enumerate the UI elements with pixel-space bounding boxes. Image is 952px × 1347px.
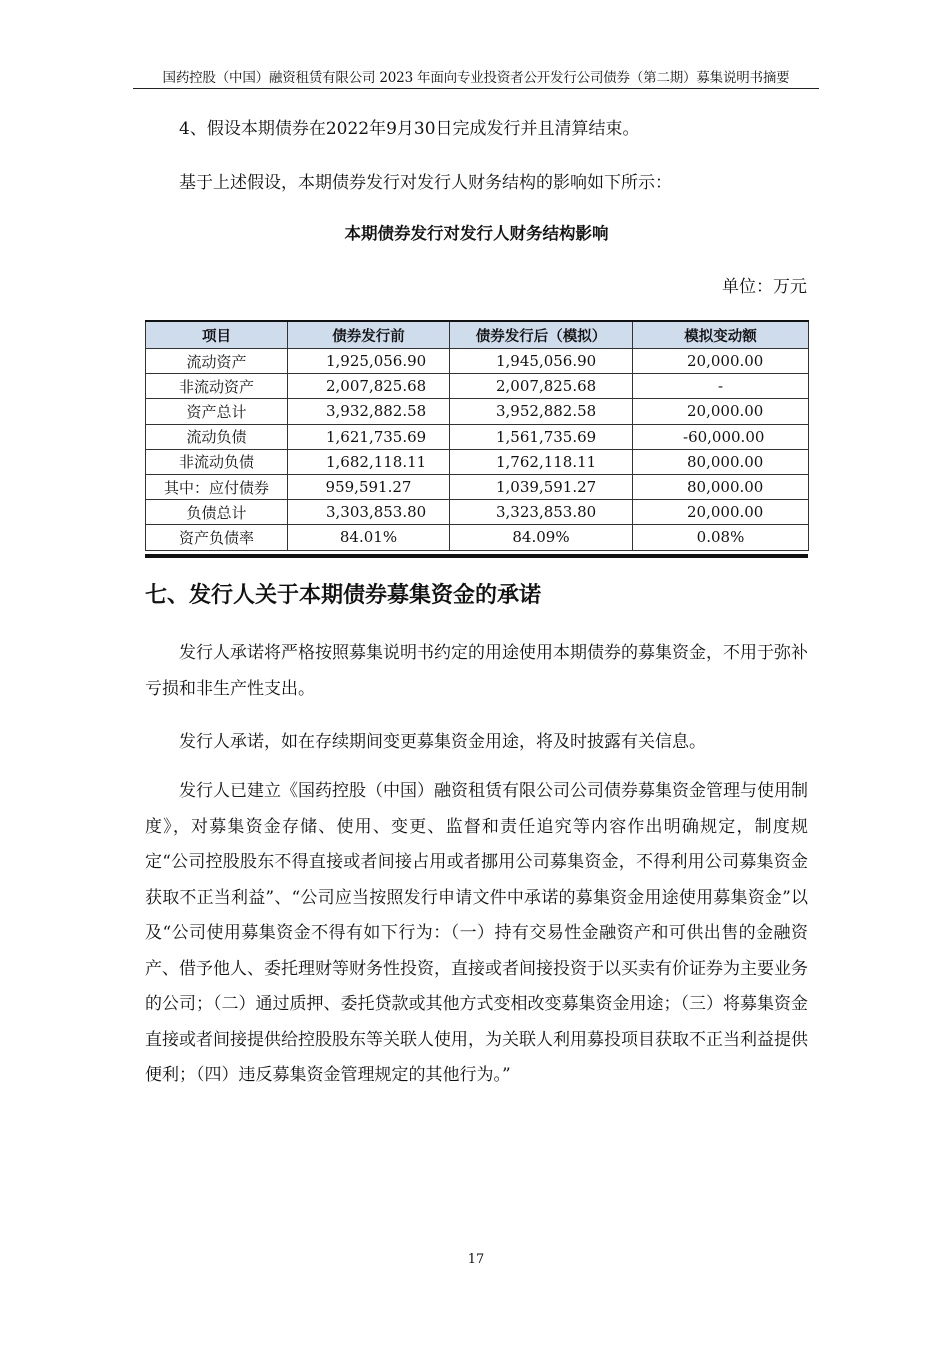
- row-after: 3,952,882.58: [450, 399, 633, 424]
- row-change: 20,000.00: [633, 399, 809, 424]
- row-before: 1,925,056.90: [288, 349, 450, 374]
- row-item: 资产总计: [146, 399, 288, 424]
- table-row: [146, 374, 809, 399]
- table-row: [146, 399, 809, 424]
- row-before: 2,007,825.68: [288, 374, 450, 399]
- row-after: 3,323,853.80: [450, 500, 633, 525]
- financial-structure-table: [145, 320, 809, 551]
- row-after: 1,945,056.90: [450, 349, 633, 374]
- row-before: 1,621,735.69: [288, 424, 450, 449]
- commitment-paragraph-3: 发行人已建立《国药控股（中国）融资租赁有限公司公司债券募集资金管理与使用制度》，对募集资金存储、使用、变更、监督和责任追究等内容作出明确规定，制度规定“公司控股股东不得直接或者间接占用或者挪用公司募集资金，不得利用公司募集资金获取不正当利益”、“公司应当按照发行申请文件中承诺的募集资金用途使用募集资金”以及“公司使用募集资金不得有如下行为：（一）持有交易性金融资产和可供出售的金融资产、借予他人、委托理财等财务性投资，直接或者间接投资于以买卖有价证券为主要业务的公司；（二）通过质押、委托贷款或其他方式变相改变募集资金用途；（三）将募集资金直接或者间接提供给控股股东等关联人使用，为关联人利用募投项目获取不正当利益提供便利；（四）违反募集资金管理规定的其他行为。”: [145, 781, 808, 1085]
- row-item: 负债总计: [146, 500, 288, 525]
- row-change: -: [633, 374, 809, 399]
- row-after: 1,039,591.27: [450, 474, 633, 499]
- row-item: 流动负债: [146, 424, 288, 449]
- table-unit: 单位：万元: [722, 277, 807, 297]
- table-row: [146, 349, 809, 374]
- row-change: 80,000.00: [633, 449, 809, 474]
- row-item: 非流动资产: [146, 374, 288, 399]
- row-item: 其中：应付债券: [146, 474, 288, 499]
- row-item: 非流动负债: [146, 449, 288, 474]
- row-after: 2,007,825.68: [450, 374, 633, 399]
- row-change: 20,000.00: [633, 500, 809, 525]
- row-change: 20,000.00: [633, 349, 809, 374]
- header-change: 模拟变动额: [633, 321, 809, 349]
- assumption-4: 4、假设本期债券在2022年9月30日完成发行并且清算结束。: [179, 119, 640, 139]
- table-row: [146, 449, 809, 474]
- page-number: 17: [467, 1252, 485, 1267]
- header-item: 项目: [146, 321, 288, 349]
- row-item: 资产负债率: [146, 525, 288, 550]
- header-before: 债券发行前: [288, 321, 450, 349]
- row-after: 1,561,735.69: [450, 424, 633, 449]
- running-header: 国药控股（中国）融资租赁有限公司 2023 年面向专业投资者公开发行公司债券（第二期）募集说明书摘要: [162, 70, 790, 86]
- table-row: [146, 500, 809, 525]
- table-header-row: [146, 321, 809, 349]
- header-after: 债券发行后（模拟）: [450, 321, 633, 349]
- row-item: 流动资产: [146, 349, 288, 374]
- commitment-paragraph-1: 发行人承诺将严格按照募集说明书约定的用途使用本期债券的募集资金，不用于弥补亏损和非生产性支出。: [145, 643, 808, 699]
- section-heading: 七、发行人关于本期债券募集资金的承诺: [145, 583, 542, 608]
- commitment-paragraph-2: 发行人承诺，如在存续期间变更募集资金用途，将及时披露有关信息。: [179, 732, 706, 752]
- row-after: 1,762,118.11: [450, 449, 633, 474]
- table-row: [146, 525, 809, 550]
- row-change: 80,000.00: [633, 474, 809, 499]
- table-row: [146, 424, 809, 449]
- row-after: 84.09%: [450, 525, 633, 550]
- row-before: 1,682,118.11: [288, 449, 450, 474]
- table-bottom-rule: [145, 554, 808, 558]
- row-before: 3,932,882.58: [288, 399, 450, 424]
- header-divider: [133, 88, 819, 89]
- row-before: 959,591.27: [288, 474, 450, 499]
- row-change: -60,000.00: [633, 424, 809, 449]
- table-title: 本期债券发行对发行人财务结构影响: [344, 224, 609, 243]
- row-change: 0.08%: [633, 525, 809, 550]
- intro-paragraph: 基于上述假设，本期债券发行对发行人财务结构的影响如下所示：: [179, 173, 672, 193]
- row-before: 3,303,853.80: [288, 500, 450, 525]
- table-row: [146, 474, 809, 499]
- row-before: 84.01%: [288, 525, 450, 550]
